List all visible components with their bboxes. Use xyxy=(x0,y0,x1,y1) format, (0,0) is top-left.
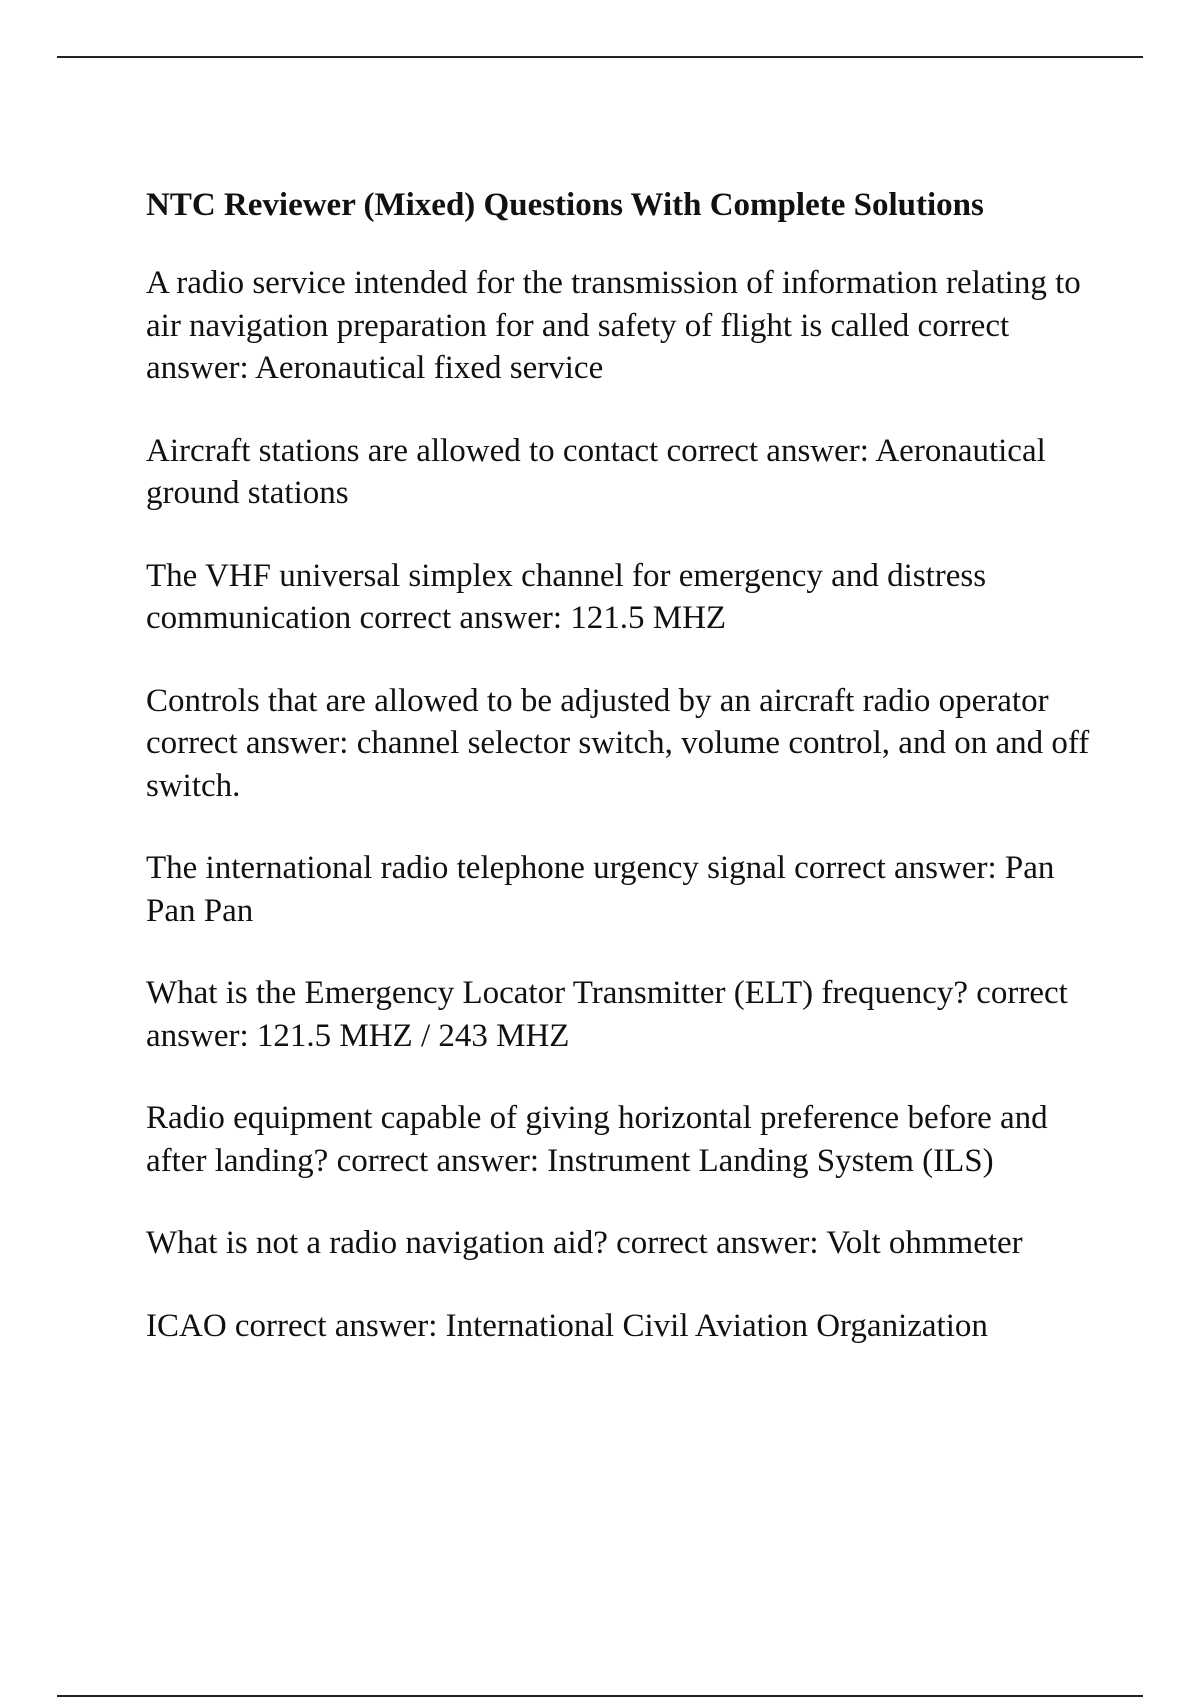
document-title: NTC Reviewer (Mixed) Questions With Complete Solutions xyxy=(146,187,984,223)
header-rule xyxy=(57,56,1143,58)
document-body xyxy=(146,183,1096,1387)
qa-item: A radio service intended for the transmission of information relating to air navigation preparation for and safety of flight is called correct answer: Aeronautical fixed service xyxy=(146,265,1081,386)
qa-item: What is not a radio navigation aid? correct answer: Volt ohmmeter xyxy=(146,1225,1023,1261)
qa-item: The international radio telephone urgency signal correct answer: Pan Pan Pan xyxy=(146,850,1055,929)
qa-item: The VHF universal simplex channel for emergency and distress communication correct answer: 121.5 MHZ xyxy=(146,557,987,636)
footer-rule xyxy=(57,1695,1143,1697)
qa-item: Radio equipment capable of giving horizontal preference before and after landing? correct answer: Instrument Landing System (ILS) xyxy=(146,1100,1048,1179)
qa-item: Controls that are allowed to be adjusted by an aircraft radio operator correct answer: channel selector switch, volume control, and on and off switch. xyxy=(146,682,1090,804)
qa-item: ICAO correct answer: International Civil Aviation Organization xyxy=(146,1307,988,1344)
qa-item: Aircraft stations are allowed to contact correct answer: Aeronautical ground stations xyxy=(146,432,1046,511)
qa-item: What is the Emergency Locator Transmitter (ELT) frequency? correct answer: 121.5 MHZ / 243 MHZ xyxy=(146,975,1068,1054)
